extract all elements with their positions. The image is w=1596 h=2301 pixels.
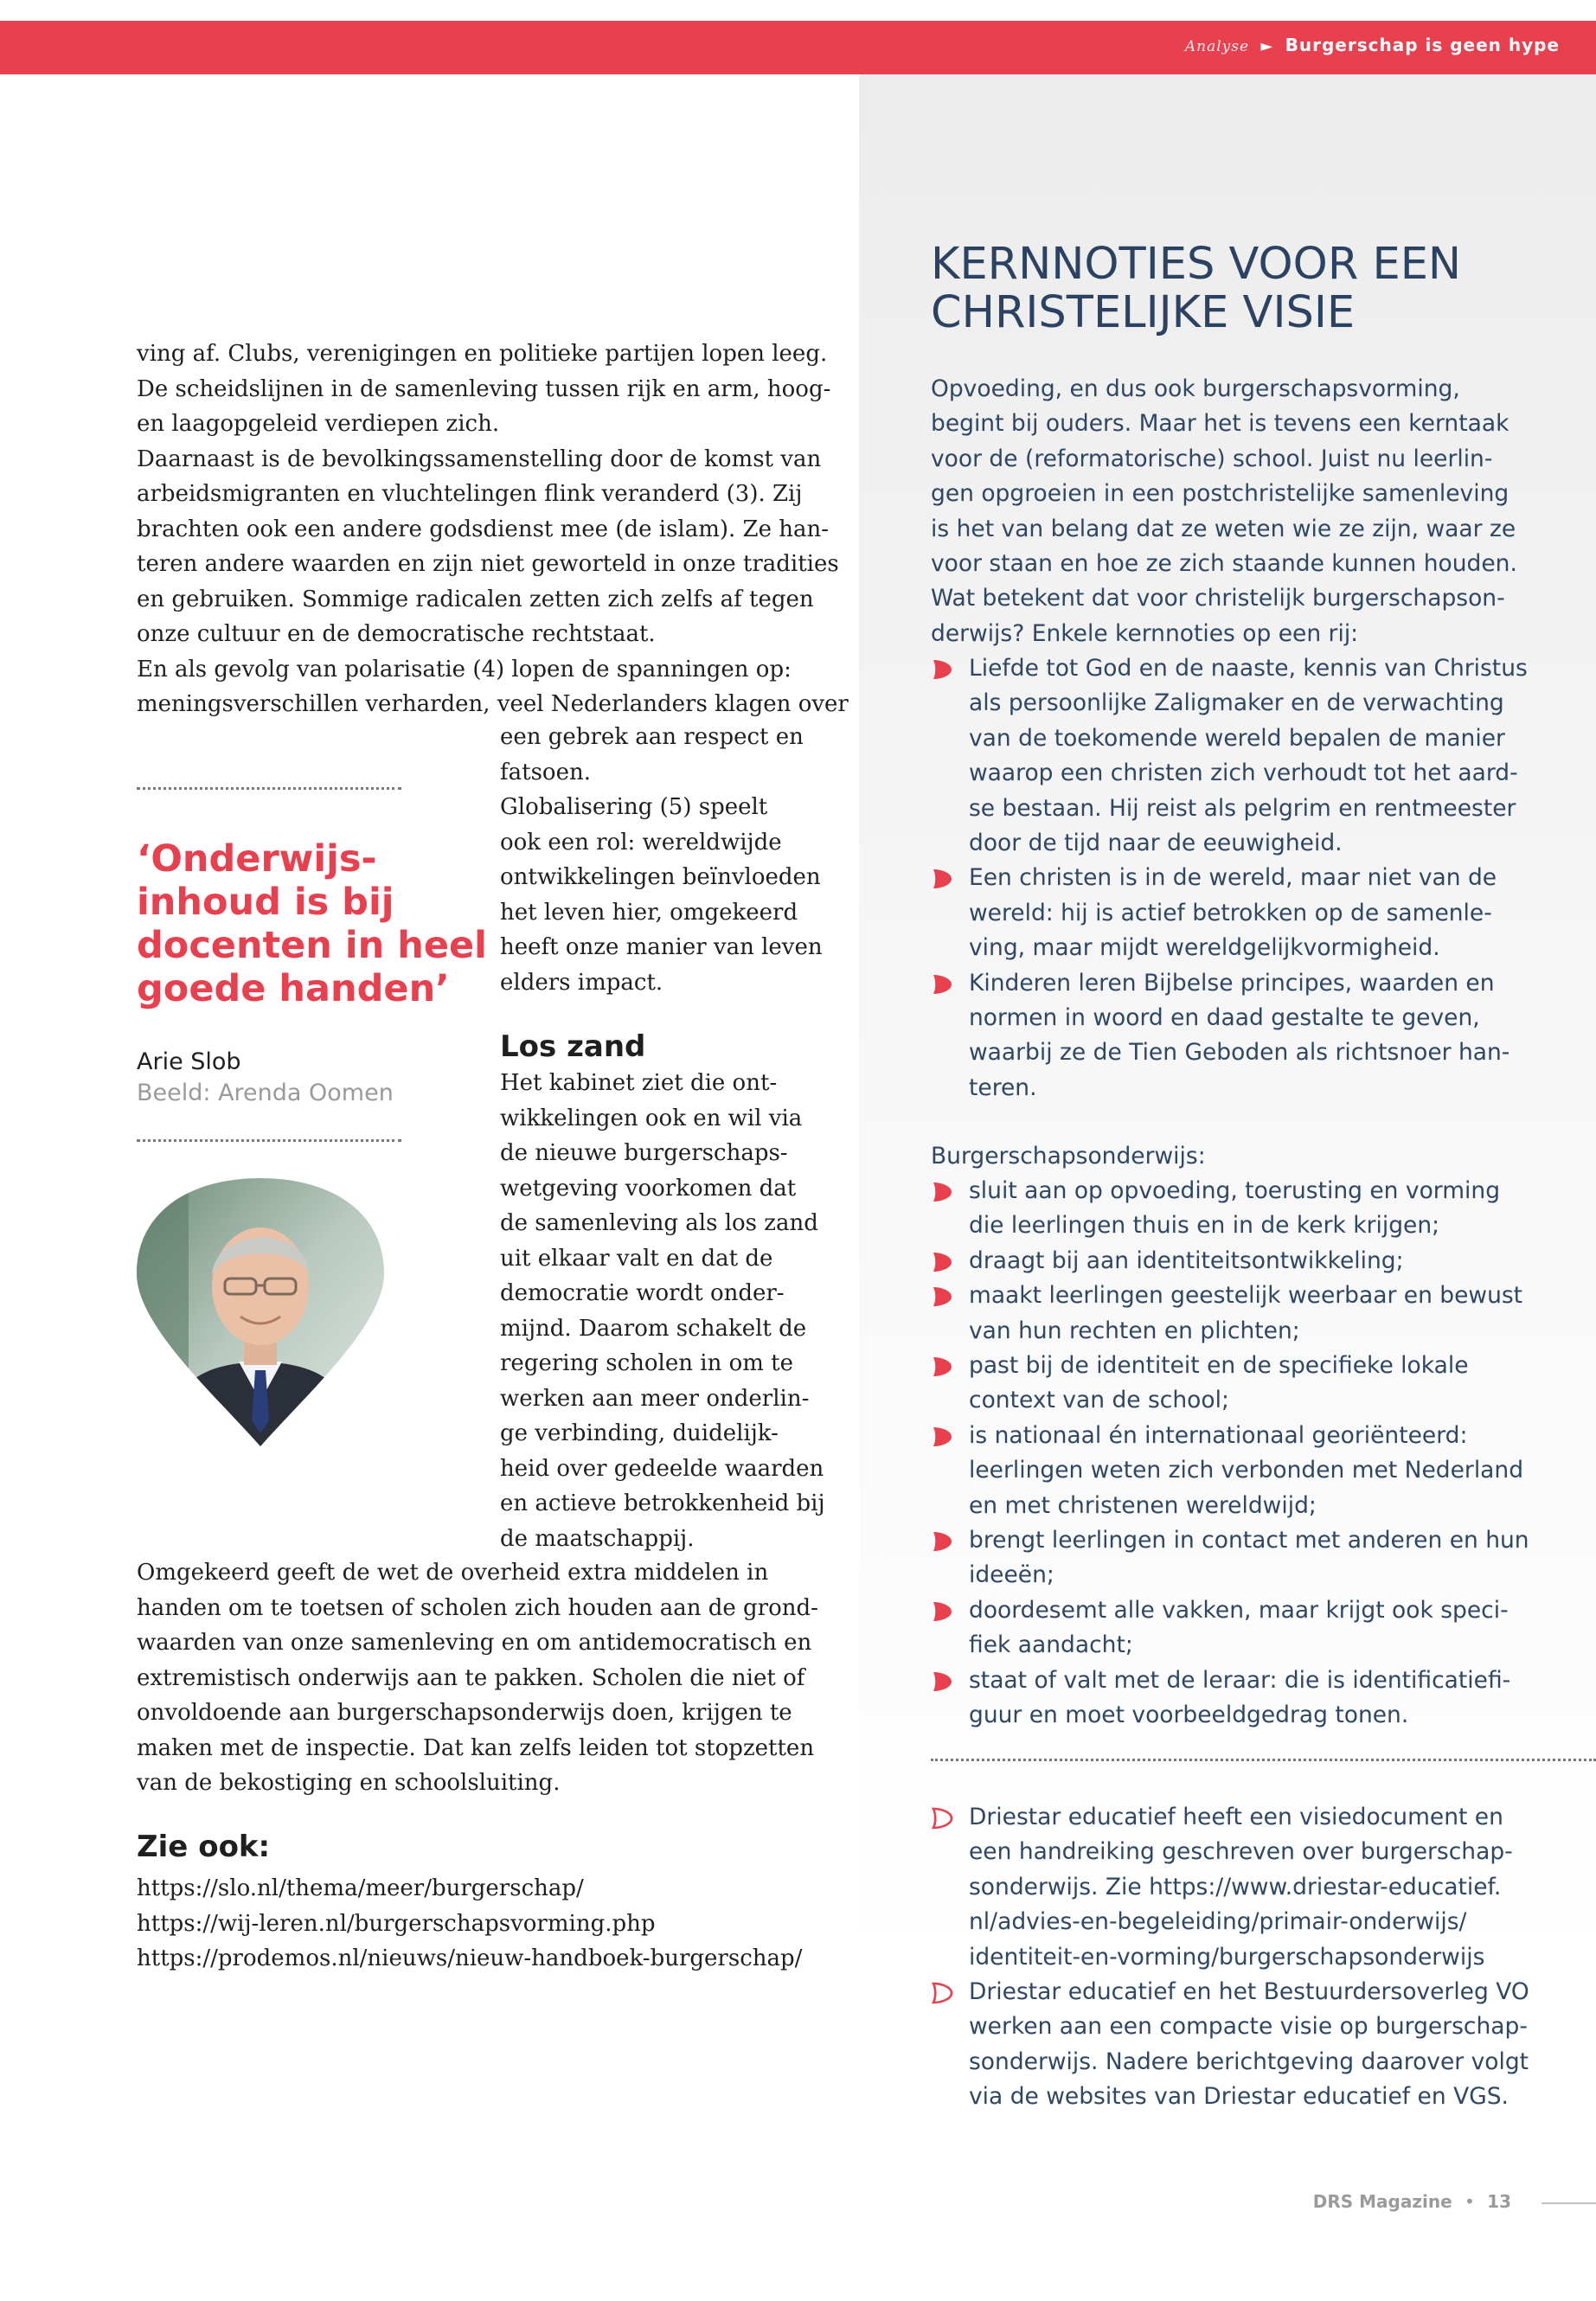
list-item-line: Driestar educatief heeft een visiedocument en	[969, 1804, 1503, 1830]
body-line: handen om te toetsen of scholen zich houden aan de grond-	[137, 1594, 818, 1621]
list-item-line: normen in woord en daad gestalte te geven,	[969, 1004, 1480, 1032]
list-item	[931, 1279, 1529, 1349]
article-title: Burgerschap is geen hype	[1285, 35, 1560, 55]
bullet-icon	[931, 1356, 953, 1378]
list-item	[931, 1349, 1529, 1419]
intro-line: is het van belang dat ze weten wie ze zijn, waar ze	[931, 515, 1516, 542]
outline-bullet-icon	[931, 1807, 953, 1830]
body-line: heid over gedeelde waarden	[500, 1455, 824, 1482]
subheading-zie-ook: Zie ook:	[137, 1830, 271, 1864]
list-item-line: die leerlingen thuis en in de kerk krijgen;	[969, 1212, 1440, 1240]
list-item-line: nl/advies-en-begeleiding/primair-onderwijs/	[969, 1908, 1467, 1936]
quote-line: ‘Onderwijs-	[137, 837, 377, 881]
body-line: elders impact.	[500, 969, 663, 996]
outline-bullet-icon	[931, 1982, 953, 2004]
body-line: democratie wordt onder-	[500, 1280, 785, 1306]
list-item-line: Een christen is in de wereld, maar niet van de	[969, 864, 1497, 892]
body-line: ge verbinding, duidelijk-	[500, 1420, 779, 1446]
body-line: meningsverschillen verharden, veel Nederlanders klagen over	[137, 691, 849, 717]
portrait-photo	[137, 1178, 384, 1446]
list-item-line: se bestaan. Hij reist als pelgrim en rentmeester	[969, 794, 1516, 822]
arrow-icon: ►	[1260, 37, 1274, 55]
bullet-icon	[931, 1285, 953, 1308]
list-item-line: Kinderen leren Bijbelse principes, waarden en	[969, 969, 1495, 997]
list-item-line: sluit aan op opvoeding, toerusting en vorming	[969, 1177, 1501, 1204]
body-line: de maatschappij.	[500, 1525, 695, 1552]
body-line: mijnd. Daarom schakelt de	[500, 1315, 807, 1342]
list-item-line: werken aan een compacte visie op burgerschap-	[969, 2013, 1528, 2041]
page-footer	[1313, 2191, 1511, 2212]
body-line: De scheidslijnen in de samenleving tussen rijk en arm, hoog-	[137, 375, 831, 402]
body-line: Daarnaast is de bevolkingssamenstelling door de komst van	[137, 445, 822, 472]
reference-link: https://wij-leren.nl/burgerschapsvorming.php	[137, 1910, 656, 1937]
list-item-line: via de websites van Driestar educatief en VGS.	[969, 2083, 1509, 2111]
running-header	[1185, 35, 1560, 55]
list-item	[931, 1244, 1529, 1279]
list-item-line: fiek aandacht;	[969, 1631, 1133, 1659]
bullet-icon	[931, 1251, 953, 1273]
body-line: heeft onze manier van leven	[500, 934, 823, 960]
body-line: Omgekeerd geeft de wet de overheid extra middelen in	[137, 1560, 769, 1586]
quote-line: inhoud is bij	[137, 881, 394, 924]
body-line: van de bekostiging en schoolsluiting.	[137, 1770, 561, 1796]
body-line: brachten ook een andere godsdienst mee (de islam). Ze han-	[137, 516, 830, 542]
list-item-line: guur en moet voorbeeldgedrag tonen.	[969, 1702, 1409, 1729]
body-line: onze cultuur en de democratische rechtstaat.	[137, 621, 656, 647]
intro-line: Wat betekent dat voor christelijk burgerschapson-	[931, 585, 1505, 612]
list-item-line: teren.	[969, 1074, 1037, 1101]
bullet-icon	[931, 1181, 953, 1203]
list-item-line: waarbij ze de Tien Geboden als richtsnoer han-	[969, 1039, 1510, 1067]
body-text-narrow	[500, 720, 823, 1000]
list-item-line: ideeën;	[969, 1561, 1054, 1589]
body-line: waarden van onze samenleving en om antidemocratisch en	[137, 1630, 812, 1656]
body-text-top	[137, 336, 849, 722]
body-line: arbeidsmigranten en vluchtelingen flink veranderd (3). Zij	[137, 481, 803, 507]
list-item-line: sonderwijs. Zie https://www.driestar-educatief.	[969, 1873, 1502, 1900]
body-line: onvoldoende aan burgerschapsonderwijs doen, krijgen te	[137, 1700, 792, 1726]
body-line: regering scholen in om te	[500, 1350, 793, 1376]
body-line: en gebruiken. Sommige radicalen zetten zich zelfs af tegen	[137, 586, 814, 612]
list-item	[931, 1419, 1529, 1523]
body-line: de nieuwe burgerschaps-	[500, 1140, 788, 1166]
list-item-line: context van de school;	[969, 1387, 1229, 1414]
list-item-line: is nationaal én internationaal georiënteerd:	[969, 1421, 1468, 1449]
list-item-line: als persoonlijke Zaligmaker en de verwachting	[969, 689, 1504, 717]
list-item-line: maakt leerlingen geestelijk weerbaar en bewust	[969, 1282, 1523, 1310]
list-item-line: draagt bij aan identiteitsontwikkeling;	[969, 1247, 1404, 1274]
bullet-icon	[931, 1530, 953, 1553]
body-line: ontwikkelingen beïnvloeden	[500, 864, 821, 890]
list-item-line: van hun rechten en plichten;	[969, 1317, 1300, 1344]
title-line: CHRISTELIJKE VISIE	[931, 287, 1356, 338]
intro-line: voor de (reformatorische) school. Juist nu leerlin-	[931, 445, 1493, 472]
body-text-bottom	[137, 1555, 818, 1801]
bullet-icon	[931, 868, 953, 890]
list-item	[931, 1663, 1529, 1734]
photo-credit: Beeld: Arenda Oomen	[137, 1080, 394, 1106]
bullet-icon	[931, 1600, 953, 1623]
burgerschap-list	[931, 1174, 1529, 1734]
subheading-los-zand: Los zand	[500, 1029, 646, 1064]
list-item-line: identiteit-en-vorming/burgerschapsonderwijs	[969, 1943, 1485, 1971]
divider	[931, 1759, 1596, 1761]
kernnoties-list	[931, 651, 1528, 1106]
body-line: En als gevolg van polarisatie (4) lopen de spanningen op:	[137, 656, 792, 683]
body-line: en actieve betrokkenheid bij	[500, 1490, 825, 1516]
pull-quote	[137, 837, 500, 1010]
body-line: Globalisering (5) speelt	[500, 794, 768, 820]
list-item	[931, 1174, 1529, 1244]
list-item-line: en met christenen wereldwijd;	[969, 1491, 1317, 1519]
list-item	[931, 1593, 1529, 1663]
body-line: de samenleving als los zand	[500, 1210, 818, 1236]
body-line: en laagopgeleid verdiepen zich.	[137, 411, 500, 437]
body-line: werken aan meer onderlin-	[500, 1385, 810, 1412]
list-item-line: van de toekomende wereld bepalen de manier	[969, 724, 1505, 752]
list-item	[931, 1800, 1529, 1975]
list-item-line: leerlingen weten zich verbonden met Nederland	[969, 1457, 1524, 1484]
list-item-line: door de tijd naar de eeuwigheid.	[969, 830, 1343, 857]
reference-link: https://prodemos.nl/nieuws/nieuw-handboek-burgerschap/	[137, 1945, 803, 1971]
body-line: fatsoen.	[500, 759, 591, 785]
intro-line: Opvoeding, en dus ook burgerschapsvorming,	[931, 375, 1460, 402]
list-item-line: sonderwijs. Nadere berichtgeving daarover volgt	[969, 2048, 1529, 2075]
section-label: Analyse	[1184, 38, 1250, 55]
bullet-icon	[931, 658, 953, 681]
list-item	[931, 966, 1528, 1106]
list-item-line: brengt leerlingen in contact met anderen en hun	[969, 1527, 1529, 1554]
reference-links	[137, 1871, 802, 1977]
list-item-line: doordesemt alle vakken, maar krijgt ook speci-	[969, 1596, 1509, 1624]
footer-rule	[1542, 2202, 1596, 2204]
title-line: KERNNOTIES VOOR EEN	[931, 239, 1462, 290]
divider	[137, 1139, 401, 1142]
body-line: uit elkaar valt en dat de	[500, 1245, 773, 1272]
body-line: wikkelingen ook en wil via	[500, 1105, 803, 1131]
body-text-los-zand	[500, 1066, 825, 1556]
quote-line: docenten in heel	[137, 924, 487, 967]
body-line: wetgeving voorkomen dat	[500, 1175, 797, 1202]
body-line: een gebrek aan respect en	[500, 724, 804, 750]
list-item-line: staat of valt met de leraar: die is identificatiefi-	[969, 1666, 1511, 1694]
body-line: het leven hier, omgekeerd	[500, 899, 798, 926]
bullet-icon	[931, 1426, 953, 1448]
intro-line: voor staan en hoe ze zich staande kunnen houden.	[931, 550, 1517, 578]
reference-link: https://slo.nl/thema/meer/burgerschap/	[137, 1875, 584, 1901]
list-item-line: wereld: hij is actief betrokken op de samenle-	[969, 899, 1492, 926]
quote-author: Arie Slob	[137, 1048, 241, 1075]
sidebar-intro	[931, 372, 1517, 651]
intro-line: derwijs? Enkele kernnoties op een rij:	[931, 619, 1359, 647]
footer-separator: •	[1465, 2191, 1475, 2212]
quote-line: goede handen’	[137, 967, 450, 1010]
list-item-line: past bij de identiteit en de specifieke lokale	[969, 1352, 1469, 1380]
bullet-icon	[931, 973, 953, 996]
list-item-line: ving, maar mijdt wereldgelijkvormigheid.	[969, 934, 1440, 962]
body-line: extremistisch onderwijs aan te pakken. Scholen die niet of	[137, 1664, 805, 1691]
body-line: ving af. Clubs, verenigingen en politieke partijen lopen leeg.	[137, 341, 828, 367]
body-line: Het kabinet ziet die ont-	[500, 1070, 778, 1096]
list-item	[931, 1523, 1529, 1593]
list-item	[931, 861, 1528, 965]
list-item-line: Driestar educatief en het Bestuurdersoverleg VO	[969, 1978, 1529, 2006]
body-line: teren andere waarden en zijn niet geworteld in onze tradities	[137, 551, 839, 577]
divider	[137, 787, 401, 790]
intro-line: gen opgroeien in een postchristelijke samenleving	[931, 480, 1509, 508]
driestar-list	[931, 1800, 1529, 2115]
list-item-line: Liefde tot God en de naaste, kennis van Christus	[969, 655, 1528, 682]
body-line: ook een rol: wereldwijde	[500, 829, 782, 856]
page-number: 13	[1487, 2191, 1511, 2212]
bullet-icon	[931, 1670, 953, 1693]
list-item-line: een handreiking geschreven over burgerschap-	[969, 1838, 1513, 1866]
body-line: maken met de inspectie. Dat kan zelfs leiden tot stopzetten	[137, 1734, 815, 1761]
list-item-line: waarop een christen zich verhoudt tot het aard-	[969, 760, 1518, 787]
magazine-name: DRS Magazine	[1312, 2191, 1452, 2212]
list-label: Burgerschapsonderwijs:	[931, 1143, 1206, 1170]
intro-line: begint bij ouders. Maar het is tevens een kerntaak	[931, 410, 1509, 438]
sidebar-title	[931, 240, 1461, 337]
list-item	[931, 1975, 1529, 2115]
list-item	[931, 651, 1528, 861]
